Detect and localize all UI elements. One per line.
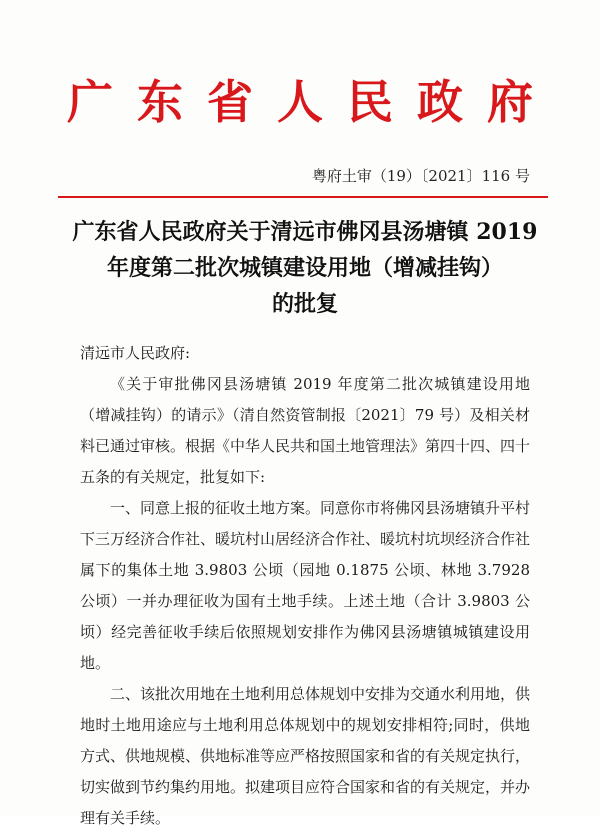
heading-line-2: 年度第二批次城镇建设用地（增减挂钩） — [106, 255, 503, 281]
paragraph-item-one: 一、同意上报的征收土地方案。同意你市将佛冈县汤塘镇升平村下三万经济合作社、暖坑村山居经济合作社、暖坑村坑坝经济合作社属下的集体土地 3.9803 公顷（园地 0.1875 公顷、林地 3.7928 公顷）一并办理征收为国有土地手续。上述土地（合计 3.9803 公顷）经完善征收手续后依照规划安排作为佛冈县汤塘镇城镇建设用地。 — [80, 499, 531, 672]
heading-line-1: 广东省人民政府关于清远市佛冈县汤塘镇 2019 — [72, 219, 538, 245]
document-heading — [60, 214, 550, 322]
issuing-authority-title: 广东省人民政府 — [67, 75, 557, 129]
document-body — [80, 338, 530, 834]
salutation: 清远市人民政府: — [80, 344, 191, 362]
paragraph-request-reference: 《关于审批佛冈县汤塘镇 2019 年度第二批次城镇建设用地（增减挂钩）的请示》（清自然资管制报〔2021〕79 号）及相关材料已通过审核。根据《中华人民共和国土地管理法》第四十四、四十五条的有关规定，批复如下: — [80, 375, 531, 486]
red-divider-line — [58, 196, 548, 198]
document-number: 粤府土审（19）〔2021〕116 号 — [311, 167, 530, 185]
paragraph-item-two: 二、该批次用地在土地利用总体规划中安排为交通水利用地，供地时土地用途应与土地利用总体规划中的规划安排相符;同时，供地方式、供地规模、供地标准等应严格按照国家和省的有关规定执行，切实做到节约集约用地。拟建项目应符合国家和省的有关规定，并办理有关手续。 — [80, 685, 531, 827]
heading-line-3: 的批复 — [271, 291, 338, 317]
